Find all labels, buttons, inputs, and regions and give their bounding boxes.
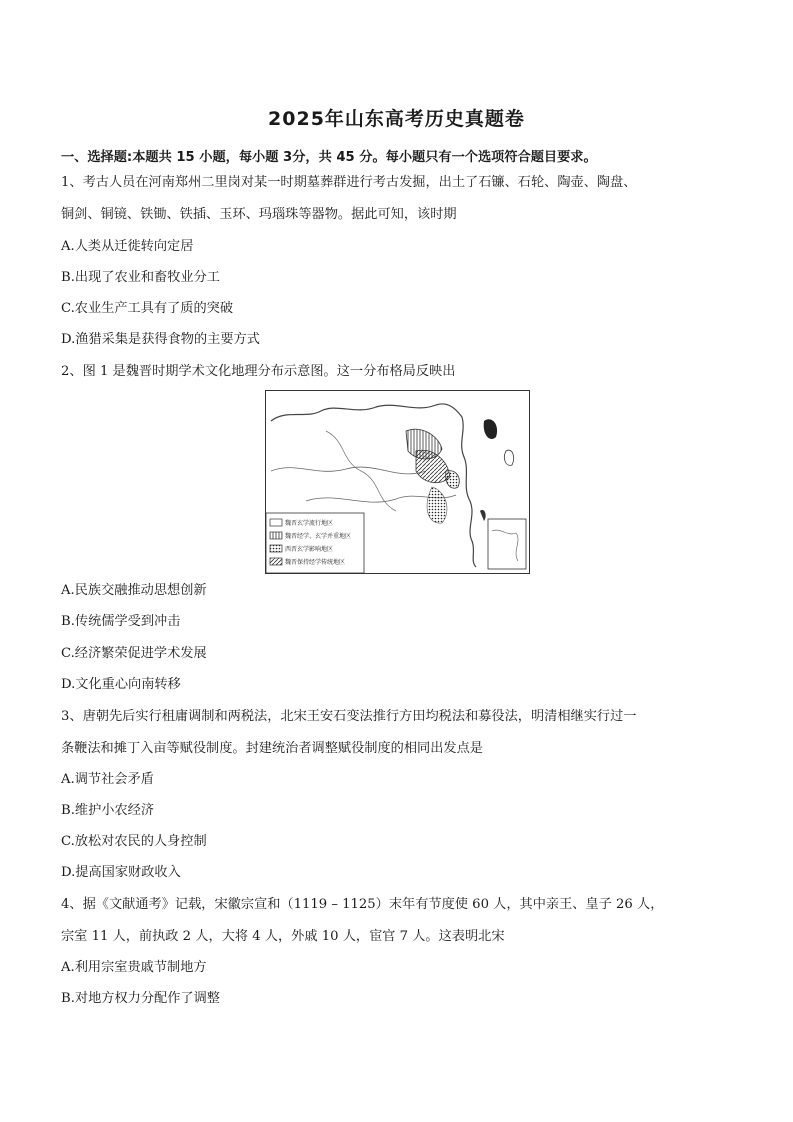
question-1-option-c: C.农业生产工具有了质的突破 (61, 301, 234, 316)
map-drawing (266, 391, 529, 573)
question-1-stem-line-2: 铜剑、铜镜、铁锄、铁插、玉环、玛瑙珠等器物。据此可知，该时期 (61, 207, 457, 222)
figure-1-map (265, 390, 530, 574)
question-1-option-b: B.出现了农业和畜牧业分工 (61, 270, 220, 285)
section-heading: 一、选择题:本题共 15 小题，每小题 3分，共 45 分。每小题只有一个选项符合题目要求。 (61, 150, 597, 165)
question-4-option-a: A.利用宗室贵戚节制地方 (61, 960, 207, 975)
question-2-option-b: B.传统儒学受到冲击 (61, 614, 181, 629)
question-4-stem-line-1: 4、据《文献通考》记载，宋徽宗宣和（1119 – 1125）末年有节度使 60 人，其中亲王、皇子 26 人， (61, 897, 664, 912)
question-3-option-d: D.提高国家财政收入 (61, 865, 181, 880)
legend-item-2: 魏晋经学、玄学并重地区 (285, 533, 352, 540)
question-1-stem-line-1: 1、考古人员在河南郑州二里岗对某一时期墓葬群进行考古发掘，出土了石镰、石轮、陶壶、陶盘、 (61, 175, 637, 190)
question-2-option-c: C.经济繁荣促进学术发展 (61, 646, 207, 661)
legend-item-3: 西晋玄学影响地区 (285, 546, 334, 553)
question-4-option-b: B.对地方权力分配作了调整 (61, 991, 220, 1006)
question-2-option-a: A.民族交融推动思想创新 (61, 583, 207, 598)
question-3-option-c: C.放松对农民的人身控制 (61, 834, 207, 849)
question-4-stem-line-2: 宗室 11 人，前执政 2 人，大将 4 人，外戚 10 人，宦官 7 人。这表明北宋 (61, 929, 505, 944)
legend-item-1: 魏晋玄学流行地区 (285, 520, 334, 527)
question-1-option-a: A.人类从迁徙转向定居 (61, 239, 194, 254)
question-2-stem: 2、图 1 是魏晋时期学术文化地理分布示意图。这一分布格局反映出 (61, 364, 456, 379)
question-3-option-a: A.调节社会矛盾 (61, 772, 154, 787)
question-3-stem-line-2: 条鞭法和摊丁入亩等赋役制度。封建统治者调整赋役制度的相同出发点是 (61, 741, 483, 756)
page-title: 2025年山东高考历史真题卷 (268, 108, 525, 130)
question-3-option-b: B.维护小农经济 (61, 803, 155, 818)
legend-item-4: 魏晋保持经学传统地区 (285, 559, 346, 566)
question-1-option-d: D.渔猎采集是获得食物的主要方式 (61, 332, 260, 347)
question-2-option-d: D.文化重心向南转移 (61, 677, 181, 692)
question-3-stem-line-1: 3、唐朝先后实行租庸调制和两税法，北宋王安石变法推行方田均税法和募役法，明清相继实行过一 (61, 709, 637, 724)
